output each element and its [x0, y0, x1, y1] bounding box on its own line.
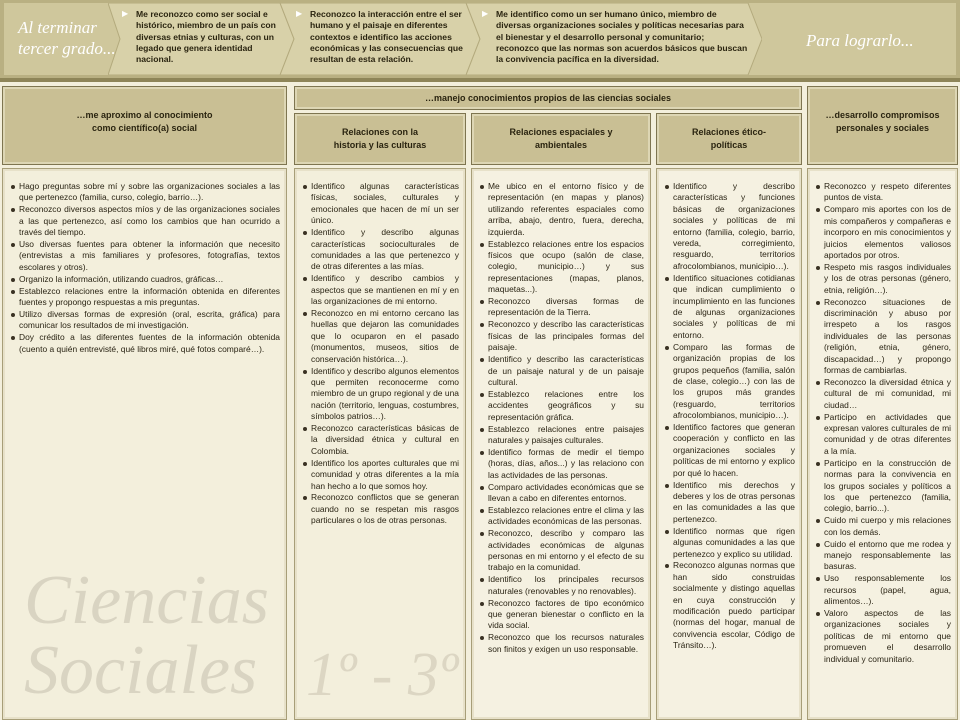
list-item: Reconozco en mi entorno cercano las huellas que dejaron las comunidades que lo ocuparon en el pasado (monumentos, museos, sitios de conservación histórica…).	[302, 308, 459, 365]
banner-right-title: Para lograrlo...	[806, 31, 914, 50]
list-item: Reconozco conflictos que se generan cuando no se respetan mis rasgos particulares o los de otras personas.	[302, 492, 459, 526]
list-item: Utilizo diversas formas de expresión (oral, escrita, gráfica) para comunicar los resultados de mi investigación.	[10, 309, 280, 332]
list-item: Hago preguntas sobre mí y sobre las organizaciones sociales a las que pertenezco (familia, curso, colegio, barrio…).	[10, 181, 280, 204]
header-col1	[2, 86, 287, 165]
list-item: Identifico y describo cambios y aspectos que se mantienen en mí y en las organizaciones de mi entorno.	[302, 273, 459, 307]
list-item: Reconozco diversas formas de representación de la Tierra.	[479, 296, 644, 319]
list-item: Uso responsablemente los recursos (papel, agua, alimentos…).	[815, 573, 951, 607]
column-2	[294, 168, 466, 720]
header-col4-text: Relaciones ético-políticas	[691, 127, 767, 150]
list-item: Organizo la información, utilizando cuadros, gráficas…	[10, 274, 280, 285]
list-item: Doy crédito a las diferentes fuentes de la información obtenida (cuento a quién entrevisté, qué libros miré, qué fotos comparé…).	[10, 332, 280, 355]
column-2-list	[302, 181, 459, 527]
header-col3-text: Relaciones espaciales y ambientales	[509, 127, 613, 150]
list-item: Comparo las formas de organización propias de los grupos pequeños (familia, salón de clase, colegio…) con las de los grupos más grandes (resguardo, territorios afrocolombianos, municipio…).	[664, 342, 795, 422]
chevron-1	[108, 3, 294, 75]
list-item: Reconozco que los recursos naturales son finitos y exigen un uso responsable.	[479, 632, 644, 655]
list-item: Valoro aspectos de las organizaciones sociales y políticas de mi entorno que promueven el desarrollo individual y comunitario.	[815, 608, 951, 665]
banner-title-line2: tercer grado...	[18, 39, 116, 58]
chevron-3	[466, 3, 762, 75]
banner-inner	[4, 3, 956, 75]
header-col5	[807, 86, 958, 165]
list-item: Identifico factores que generan cooperación y conflicto en las organizaciones sociales y políticas de mi entorno y explico por qué lo hacen.	[664, 422, 795, 479]
chevron-2	[280, 3, 480, 75]
chevron-2-text: Reconozco la interacción entre el ser humano y el paisaje en diferentes contextos e identifico las acciones económicas y las consecuencias que resultan de esta relación.	[310, 9, 463, 65]
column-4	[656, 168, 802, 720]
arrow-icon: ▶	[122, 9, 129, 18]
list-item: Cuido el entorno que me rodea y manejo responsablemente las basuras.	[815, 539, 951, 573]
list-item: Identifico y describo algunos elementos que permiten reconocerme como miembro de un grupo regional y de una nación (territorio, lenguas, costumbres, símbolos patrios…).	[302, 366, 459, 423]
list-item: Establezco relaciones entre los accidentes geográficos y su representación gráfica.	[479, 389, 644, 423]
banner-stripe	[0, 78, 960, 82]
header-col2-text: Relaciones con la historia y las culturas	[333, 127, 427, 150]
list-item: Reconozco la diversidad étnica y cultural de mi comunidad, mi ciudad…	[815, 377, 951, 411]
list-item: Reconozco características básicas de la diversidad étnica y cultural en Colombia.	[302, 423, 459, 457]
chevron-1-text: Me reconozco como ser social e histórico, miembro de un país con diversas etnias y culturas, con un legado que genera identidad nacional.	[136, 9, 276, 65]
list-item: Identifico los aportes culturales que mi comunidad y otras diferentes a la mía han hecho a lo que somos hoy.	[302, 458, 459, 492]
list-item: Reconozco algunas normas que han sido construidas socialmente y distingo aquellas en cuya construcción y modificación puedo participar (normas del hogar, manual de convivencia escolar, Código de Tránsito…).	[664, 560, 795, 651]
arrow-icon: ▶	[296, 9, 303, 18]
list-item: Me ubico en el entorno físico y de representación (en mapas y planos) utilizando referentes espaciales como arriba, abajo, dentro, fuera, derecha, izquierda.	[479, 181, 644, 238]
list-item: Cuido mi cuerpo y mis relaciones con los demás.	[815, 515, 951, 538]
list-item: Identifico mis derechos y deberes y los de otras personas en las comunidades a las que pertenezco.	[664, 480, 795, 526]
list-item: Establezco relaciones entre paisajes naturales y paisajes culturales.	[479, 424, 644, 447]
list-item: Identifico y describo algunas características socioculturales de comunidades a las que pertenezco y de otras diferentes a las mías.	[302, 227, 459, 273]
banner-title-line1: Al terminar	[18, 18, 97, 37]
watermark-sociales: Sociales	[24, 632, 258, 709]
list-item: Identifico normas que rigen algunas comunidades a las que pertenezco y explico su utilidad.	[664, 526, 795, 560]
list-item: Comparo actividades económicas que se llevan a cabo en diferentes entornos.	[479, 482, 644, 505]
watermark-grades: 1º - 3º	[306, 641, 459, 709]
header-middle	[294, 86, 802, 110]
list-item: Participo en la construcción de normas para la convivencia en los grupos sociales y políticos a los que pertenezco (familia, colegio, barrio...).	[815, 458, 951, 515]
list-item: Reconozco factores de tipo económico que generan bienestar o conflicto en la vida social.	[479, 598, 644, 632]
arrow-icon: ▶	[482, 9, 489, 18]
list-item: Reconozco y respeto diferentes puntos de vista.	[815, 181, 951, 204]
list-item: Establezco relaciones entre los espacios físicos que ocupo (salón de clase, colegio, municipio…) y sus representaciones (mapas, planos, maquetas...).	[479, 239, 644, 296]
column-1	[2, 168, 287, 720]
watermark-ciencias: Ciencias	[24, 562, 269, 639]
list-item: Establezco relaciones entre la información obtenida en diferentes fuentes y propongo respuestas a mis preguntas.	[10, 286, 280, 309]
column-5	[807, 168, 958, 720]
column-4-list	[664, 181, 795, 652]
list-item: Reconozco y describo las características físicas de las principales formas del paisaje.	[479, 319, 644, 353]
header-col4	[656, 113, 802, 165]
header-col2	[294, 113, 466, 165]
banner-left-title	[18, 17, 116, 59]
banner	[0, 0, 960, 78]
list-item: Uso diversas fuentes para obtener la información que necesito (entrevistas a mis familiares y profesores, fotografías, textos escolares y otros).	[10, 239, 280, 273]
list-item: Identifico formas de medir el tiempo (horas, días, años...) y las relaciono con las actividades de las personas.	[479, 447, 644, 481]
column-1-list	[10, 181, 280, 356]
list-item: Identifico algunas características físicas, sociales, culturales y emocionales que hacen de mí un ser único.	[302, 181, 459, 227]
list-item: Reconozco, describo y comparo las actividades económicas de algunas personas en mi entorno y el efecto de su trabajo en la comunidad.	[479, 528, 644, 574]
column-3	[471, 168, 651, 720]
column-5-list	[815, 181, 951, 666]
header-col3	[471, 113, 651, 165]
list-item: Participo en actividades que expresan valores culturales de mi comunidad y de otras diferentes a la mía.	[815, 412, 951, 458]
list-item: Identifico y describo las características de un paisaje natural y de un paisaje cultural.	[479, 354, 644, 388]
list-item: Identifico los principales recursos naturales (renovables y no renovables).	[479, 574, 644, 597]
header-col1-text: …me aproximo al conocimiento como científico(a) social	[76, 110, 213, 133]
list-item: Reconozco diversos aspectos míos y de las organizaciones sociales a las que pertenezco, así como los cambios que han ocurrido a través del tiempo.	[10, 204, 280, 238]
chevron-3-text: Me identifico como un ser humano único, miembro de diversas organizaciones sociales y políticas necesarias para el bienestar y el desarrollo personal y comunitario; reconozco que las normas son acuerdos básicos que buscan la convivencia pacífica en la diversidad.	[496, 9, 748, 65]
list-item: Respeto mis rasgos individuales y los de otras personas (género, etnia, religión…).	[815, 262, 951, 296]
list-item: Reconozco situaciones de discriminación y abuso por irrespeto a los rasgos individuales de las personas (religión, etnia, género, discapacidad…) y propongo formas de cambiarlas.	[815, 297, 951, 377]
list-item: Establezco relaciones entre el clima y las actividades económicas de las personas.	[479, 505, 644, 528]
header-middle-text: …manejo conocimientos propios de las ciencias sociales	[424, 93, 672, 103]
list-item: Comparo mis aportes con los de mis compañeros y compañeras e incorporo en mis conocimientos y juicios elementos valiosos aportados por otros.	[815, 204, 951, 261]
list-item: Identifico situaciones cotidianas que indican cumplimiento o incumplimiento en las funciones de algunas organizaciones sociales y políticas de mi entorno.	[664, 273, 795, 341]
header-col5-text: …desarrollo compromisos personales y sociales	[825, 110, 940, 133]
column-3-list	[479, 181, 644, 656]
list-item: Identifico y describo características y funciones básicas de organizaciones sociales y políticas de mi entorno (familia, colegio, barrio, vereda, corregimiento, resguardo, territorios afrocolombianos, municipio…).	[664, 181, 795, 272]
